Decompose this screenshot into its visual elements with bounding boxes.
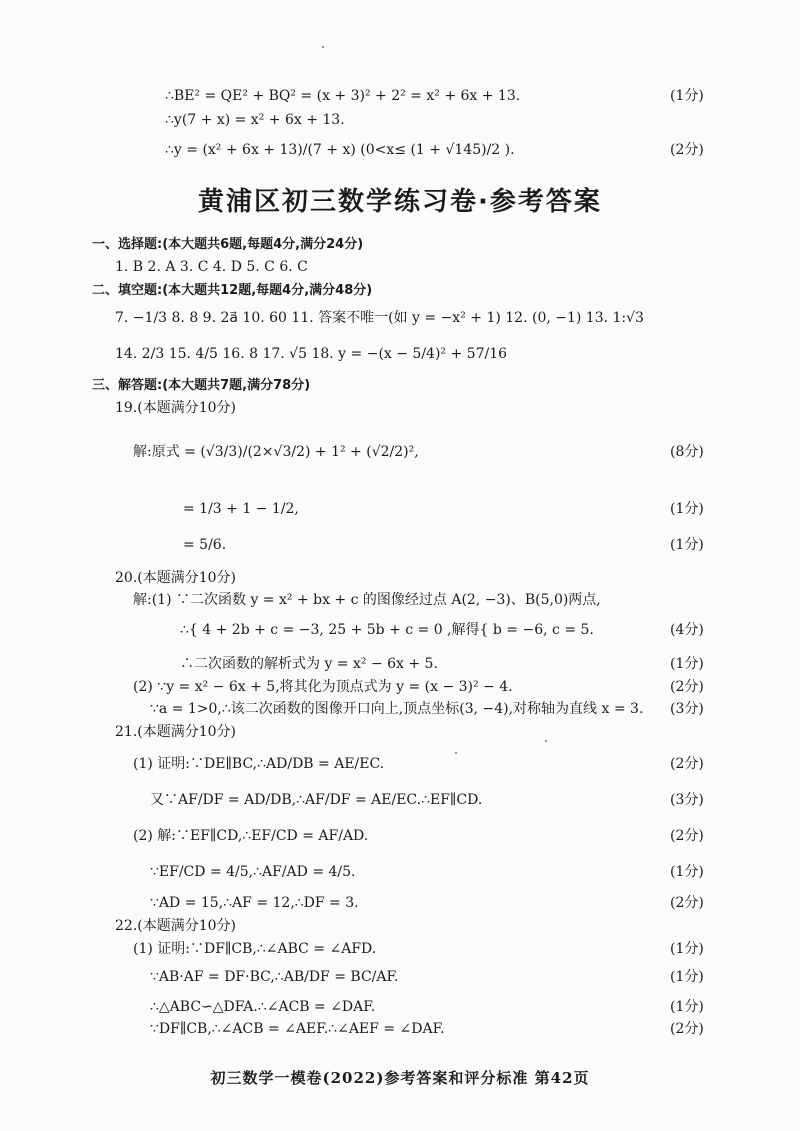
header-score-3: (2分) [670, 142, 704, 158]
q21-score-1: (2分) [670, 756, 704, 772]
q19-line-1: 解:原式 = (√3/3)/(2×√3/2) + 1² + (√2/2)², [133, 444, 419, 460]
q21-score-3: (2分) [670, 828, 704, 844]
q22-line-2: ∵AB·AF = DF·BC,∴AB/DF = BC/AF. [150, 969, 399, 985]
q22-line-1: (1) 证明:∵DF∥CB,∴∠ABC = ∠AFD. [133, 941, 377, 957]
q20-score-2: (4分) [670, 622, 704, 638]
q22-line-4: ∵DF∥CB,∴∠ACB = ∠AEF.∴∠AEF = ∠DAF. [150, 1021, 445, 1037]
section2-row2: 14. 2/3 15. 4/5 16. 8 17. √5 18. y = −(x − 5/4)² + 57/16 [115, 346, 508, 362]
header-line-1: ∴BE² = QE² + BQ² = (x + 3)² + 2² = x² + 6x + 13. [165, 88, 521, 104]
q20-line-3: ∴二次函数的解析式为 y = x² − 6x + 5. [180, 656, 438, 672]
q19-line-2: = 1/3 + 1 − 1/2, [183, 501, 299, 517]
section1-answers: 1. B 2. A 3. C 4. D 5. C 6. C [115, 259, 308, 275]
q22-line-3: ∴△ABC∽△DFA.∴∠ACB = ∠DAF. [150, 999, 376, 1015]
header-line-2: ∴y(7 + x) = x² + 6x + 13. [165, 112, 345, 128]
q21-line-4: ∵EF/CD = 4/5,∴AF/AD = 4/5. [150, 864, 356, 880]
q19-line-3: = 5/6. [183, 537, 227, 553]
q19-heading: 19.(本题满分10分) [115, 400, 237, 416]
q21-score-5: (2分) [670, 895, 704, 911]
q20-line-5: ∵a = 1>0,∴该二次函数的图像开口向上,顶点坐标(3, −4),对称轴为直线 x = 3. [150, 701, 644, 717]
q20-score-4: (2分) [670, 679, 704, 695]
q21-line-5: ∵AD = 15,∴AF = 12,∴DF = 3. [150, 895, 359, 911]
q22-score-4: (2分) [670, 1021, 704, 1037]
q19-score-3: (1分) [670, 537, 704, 553]
q21-score-4: (1分) [670, 864, 704, 880]
scan-speck [322, 46, 324, 48]
header-line-3: ∴y = (x² + 6x + 13)/(7 + x) (0<x≤ (1 + √145)/2 ). [165, 142, 515, 158]
q20-line-2: ∴{ 4 + 2b + c = −3, 25 + 5b + c = 0 ,解得{ b = −6, c = 5. [180, 622, 594, 638]
page-title: 黄浦区初三数学练习卷·参考答案 [198, 187, 602, 217]
q20-line-4: (2) ∵y = x² − 6x + 5,将其化为顶点式为 y = (x − 3)² − 4. [133, 679, 513, 695]
q22-score-2: (1分) [670, 969, 704, 985]
q21-line-2: 又∵AF/DF = AD/DB,∴AF/DF = AE/EC.∴EF∥CD. [150, 792, 483, 808]
q20-score-5: (3分) [670, 701, 704, 717]
section2-row1: 7. −1/3 8. 8 9. 2a⃗ 10. 60 11. 答案不唯一(如 y = −x² + 1) 12. (0, −1) 13. 1:√3 [115, 310, 644, 326]
q20-heading: 20.(本题满分10分) [115, 570, 237, 586]
q20-line-1: 解:(1) ∵二次函数 y = x² + bx + c 的图像经过点 A(2, −3)、B(5,0)两点, [133, 592, 601, 608]
scan-speck [455, 752, 457, 754]
q19-score-2: (1分) [670, 501, 704, 517]
scan-speck [545, 740, 547, 742]
q22-score-1: (1分) [670, 941, 704, 957]
q22-heading: 22.(本题满分10分) [115, 918, 237, 934]
q21-heading: 21.(本题满分10分) [115, 724, 237, 740]
header-score-1: (1分) [670, 88, 704, 104]
section3-heading: 三、解答题:(本大题共7题,满分78分) [92, 378, 311, 393]
q20-score-3: (1分) [670, 656, 704, 672]
section2-heading: 二、填空题:(本大题共12题,每题4分,满分48分) [92, 283, 373, 298]
section1-heading: 一、选择题:(本大题共6题,每题4分,满分24分) [92, 237, 364, 252]
page-footer: 初三数学一模卷(2022)参考答案和评分标准 第42页 [210, 1069, 590, 1087]
q19-score-1: (8分) [670, 444, 704, 460]
q21-line-3: (2) 解:∵EF∥CD,∴EF/CD = AF/AD. [133, 828, 369, 844]
q21-score-2: (3分) [670, 792, 704, 808]
q21-line-1: (1) 证明:∵DE∥BC,∴AD/DB = AE/EC. [133, 756, 385, 772]
q22-score-3: (1分) [670, 999, 704, 1015]
